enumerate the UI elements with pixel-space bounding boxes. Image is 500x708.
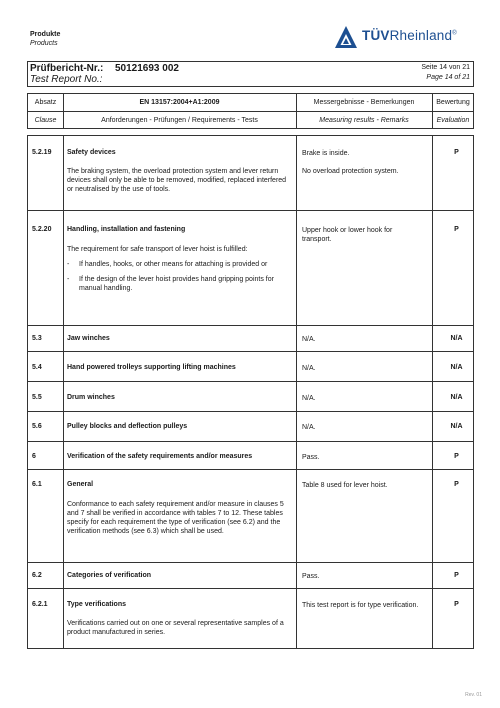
row-result: N/A. [302, 424, 316, 431]
evaluation-value: N/A [450, 364, 463, 371]
row-result: Upper hook or lower hook for transport. [302, 227, 393, 243]
clause-number: 5.3 [32, 335, 42, 342]
standard-header: EN 13157:2004+A1:2009 [139, 99, 220, 106]
clause-number: 6 [32, 453, 36, 460]
row-result: N/A. [302, 395, 316, 402]
evaluation-value: P [454, 572, 459, 579]
clause-header-en: Clause [34, 117, 57, 124]
clause-number: 6.2 [32, 572, 42, 579]
results-header-en: Measuring results - Remarks [319, 117, 409, 124]
evaluation-value: N/A [450, 423, 463, 430]
row-result: This test report is for type verification. [302, 602, 419, 609]
results-header-de: Messergebnisse - Bemerkungen [313, 99, 415, 106]
clause-number: 5.2.20 [32, 226, 52, 233]
evaluation-value: N/A [450, 335, 463, 342]
row-title: Jaw winches [67, 335, 110, 342]
header-title: Produkte [30, 31, 61, 38]
row-title: Verification of the safety requirements and/or measures [67, 453, 253, 460]
clause-number: 5.6 [32, 423, 42, 430]
row-body: The requirement for safe transport of lever hoist is fulfilled: - If handles, hooks, or other means for attaching is provided or - If the design of the lever hoist provides hand gripping points for manual handling. [67, 245, 293, 293]
row-title: Safety devices [67, 149, 116, 156]
evaluation-value: P [454, 481, 459, 488]
list-item: - If the design of the lever hoist provides hand gripping points for manual handling. [67, 275, 293, 293]
row-body: Conformance to each safety requirement and/or measure in clauses 5 and 7 shall be verified in accordance with tables 7 to 12. These tables specify for each requirement the type of verification (see 6.2) and the verification methods (see 6.3) which shall be used. [67, 501, 284, 535]
row-result: Brake is inside. No overload protection system. [302, 150, 399, 175]
evaluation-value: P [454, 149, 459, 156]
page-number-en: Page 14 of 21 [426, 74, 470, 81]
row-result: Pass. [302, 454, 320, 461]
list-item: - If handles, hooks, or other means for attaching is provided or [67, 260, 293, 269]
tuv-rheinland-logo: TÜVRheinland® [362, 28, 457, 43]
clause-number: 6.2.1 [32, 601, 48, 608]
report-label-de: Prüfbericht-Nr.: [30, 63, 104, 74]
clause-number: 5.4 [32, 364, 42, 371]
row-body: The braking system, the overload protection system and lever return devices shall only be able to be removed, modified, replaced interfered or neutralised by the use of tools. [67, 168, 287, 193]
requirements-header: Anforderungen - Prüfungen / Requirements - Tests [101, 117, 258, 124]
row-title: Categories of verification [67, 572, 152, 579]
row-result: Pass. [302, 573, 320, 580]
row-result: N/A. [302, 365, 316, 372]
row-title: Pulley blocks and deflection pulleys [67, 423, 188, 430]
evaluation-value: P [454, 601, 459, 608]
clause-number: 5.2.19 [32, 149, 52, 156]
report-number: 50121693 002 [115, 63, 179, 74]
clause-number: 6.1 [32, 481, 42, 488]
header-subtitle: Products [30, 40, 58, 47]
row-title: Hand powered trolleys supporting lifting machines [67, 364, 236, 371]
evaluation-value: N/A [450, 394, 463, 401]
row-title: General [67, 481, 94, 488]
row-title: Drum winches [67, 394, 115, 401]
evaluation-value: P [454, 226, 459, 233]
evaluation-header-de: Bewertung [436, 99, 470, 106]
evaluation-header-en: Evaluation [436, 117, 470, 124]
column-header [27, 93, 474, 129]
evaluation-value: P [454, 453, 459, 460]
page-number-de: Seite 14 von 21 [421, 64, 470, 71]
row-title: Handling, installation and fastening [67, 226, 186, 233]
report-label-en: Test Report No.: [30, 74, 103, 85]
revision-label: Rev. 01 [465, 692, 482, 698]
row-title: Type verifications [67, 601, 127, 608]
row-body: Verifications carried out on one or several representative samples of a product manufactured in series. [67, 620, 284, 636]
requirements-table [27, 135, 474, 649]
clause-header-de: Absatz [34, 99, 57, 106]
clause-number: 5.5 [32, 394, 42, 401]
row-result: N/A. [302, 336, 316, 343]
row-result: Table 8 used for lever hoist. [302, 482, 388, 489]
